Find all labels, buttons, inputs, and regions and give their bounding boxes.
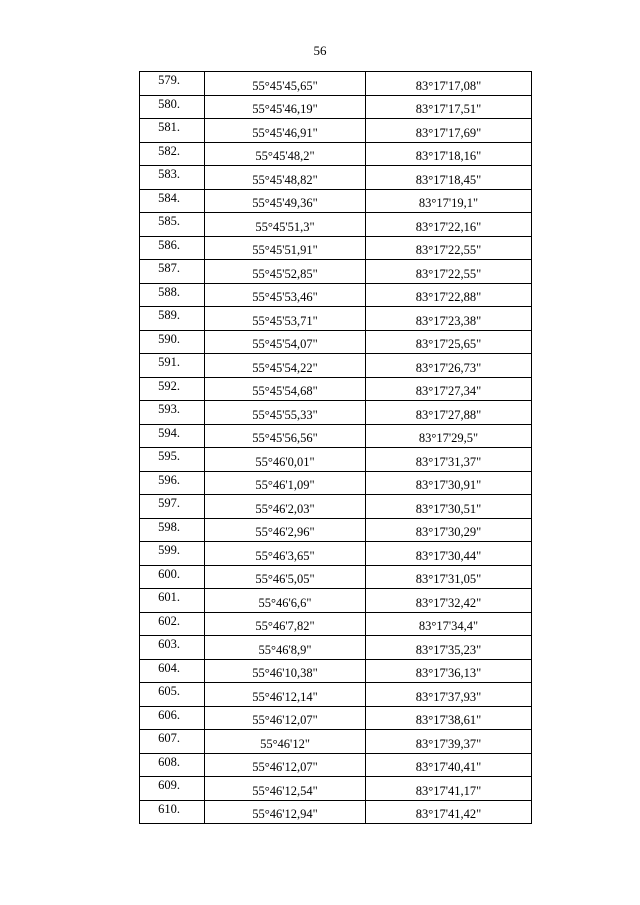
longitude-cell: 83°17'34,4"	[366, 612, 532, 636]
latitude-cell: 55°46'5,05"	[205, 565, 366, 589]
latitude-cell: 55°45'55,33"	[205, 401, 366, 425]
longitude-cell: 83°17'29,5"	[366, 424, 532, 448]
point-number-cell: 599.	[140, 542, 205, 566]
table-row	[140, 706, 532, 730]
latitude-cell: 55°46'2,03"	[205, 495, 366, 519]
latitude-cell: 55°46'12"	[205, 730, 366, 754]
table-row	[140, 142, 532, 166]
latitude-cell: 55°45'54,22"	[205, 354, 366, 378]
point-number-cell: 588.	[140, 283, 205, 307]
table-row	[140, 730, 532, 754]
point-number-cell: 600.	[140, 565, 205, 589]
point-number-cell: 585.	[140, 213, 205, 237]
latitude-cell: 55°46'6,6"	[205, 589, 366, 613]
longitude-cell: 83°17'27,34"	[366, 377, 532, 401]
longitude-cell: 83°17'41,17"	[366, 777, 532, 801]
latitude-cell: 55°46'12,94"	[205, 800, 366, 824]
longitude-cell: 83°17'30,44"	[366, 542, 532, 566]
table-row	[140, 565, 532, 589]
point-number-cell: 584.	[140, 189, 205, 213]
point-number-cell: 603.	[140, 636, 205, 660]
coordinates-table	[139, 71, 532, 824]
longitude-cell: 83°17'31,05"	[366, 565, 532, 589]
longitude-cell: 83°17'38,61"	[366, 706, 532, 730]
point-number-cell: 595.	[140, 448, 205, 472]
table-row	[140, 636, 532, 660]
point-number-cell: 604.	[140, 659, 205, 683]
longitude-cell: 83°17'37,93"	[366, 683, 532, 707]
point-number-cell: 598.	[140, 518, 205, 542]
point-number-cell: 597.	[140, 495, 205, 519]
table-row	[140, 471, 532, 495]
latitude-cell: 55°45'46,91"	[205, 119, 366, 143]
point-number-cell: 609.	[140, 777, 205, 801]
longitude-cell: 83°17'30,51"	[366, 495, 532, 519]
longitude-cell: 83°17'17,51"	[366, 95, 532, 119]
point-number-cell: 587.	[140, 260, 205, 284]
latitude-cell: 55°45'45,65"	[205, 72, 366, 96]
table-row	[140, 213, 532, 237]
table-row	[140, 307, 532, 331]
latitude-cell: 55°45'51,3"	[205, 213, 366, 237]
table-row	[140, 260, 532, 284]
longitude-cell: 83°17'27,88"	[366, 401, 532, 425]
point-number-cell: 594.	[140, 424, 205, 448]
latitude-cell: 55°46'0,01"	[205, 448, 366, 472]
longitude-cell: 83°17'23,38"	[366, 307, 532, 331]
longitude-cell: 83°17'22,88"	[366, 283, 532, 307]
point-number-cell: 596.	[140, 471, 205, 495]
table-row	[140, 424, 532, 448]
latitude-cell: 55°46'7,82"	[205, 612, 366, 636]
latitude-cell: 55°46'1,09"	[205, 471, 366, 495]
point-number-cell: 580.	[140, 95, 205, 119]
latitude-cell: 55°46'12,07"	[205, 753, 366, 777]
longitude-cell: 83°17'19,1"	[366, 189, 532, 213]
point-number-cell: 602.	[140, 612, 205, 636]
latitude-cell: 55°46'8,9"	[205, 636, 366, 660]
longitude-cell: 83°17'31,37"	[366, 448, 532, 472]
latitude-cell: 55°45'53,71"	[205, 307, 366, 331]
point-number-cell: 610.	[140, 800, 205, 824]
latitude-cell: 55°45'49,36"	[205, 189, 366, 213]
latitude-cell: 55°46'10,38"	[205, 659, 366, 683]
table-row	[140, 777, 532, 801]
table-row	[140, 589, 532, 613]
table-row	[140, 236, 532, 260]
point-number-cell: 582.	[140, 142, 205, 166]
latitude-cell: 55°45'48,2"	[205, 142, 366, 166]
table-row	[140, 189, 532, 213]
latitude-cell: 55°45'54,68"	[205, 377, 366, 401]
latitude-cell: 55°46'12,54"	[205, 777, 366, 801]
latitude-cell: 55°46'12,14"	[205, 683, 366, 707]
table-row	[140, 518, 532, 542]
page-number: 56	[313, 43, 327, 58]
point-number-cell: 590.	[140, 330, 205, 354]
table-row	[140, 354, 532, 378]
table-row	[140, 377, 532, 401]
longitude-cell: 83°17'32,42"	[366, 589, 532, 613]
longitude-cell: 83°17'17,08"	[366, 72, 532, 96]
longitude-cell: 83°17'30,29"	[366, 518, 532, 542]
latitude-cell: 55°45'56,56"	[205, 424, 366, 448]
point-number-cell: 593.	[140, 401, 205, 425]
latitude-cell: 55°45'53,46"	[205, 283, 366, 307]
latitude-cell: 55°46'3,65"	[205, 542, 366, 566]
longitude-cell: 83°17'39,37"	[366, 730, 532, 754]
table-row	[140, 542, 532, 566]
longitude-cell: 83°17'25,65"	[366, 330, 532, 354]
coordinates-table-body	[140, 72, 532, 824]
table-row	[140, 495, 532, 519]
latitude-cell: 55°46'2,96"	[205, 518, 366, 542]
latitude-cell: 55°45'54,07"	[205, 330, 366, 354]
longitude-cell: 83°17'41,42"	[366, 800, 532, 824]
table-row	[140, 119, 532, 143]
point-number-cell: 608.	[140, 753, 205, 777]
longitude-cell: 83°17'26,73"	[366, 354, 532, 378]
longitude-cell: 83°17'22,55"	[366, 260, 532, 284]
point-number-cell: 605.	[140, 683, 205, 707]
longitude-cell: 83°17'35,23"	[366, 636, 532, 660]
point-number-cell: 601.	[140, 589, 205, 613]
table-row	[140, 166, 532, 190]
table-row	[140, 612, 532, 636]
longitude-cell: 83°17'18,16"	[366, 142, 532, 166]
table-row	[140, 659, 532, 683]
latitude-cell: 55°45'51,91"	[205, 236, 366, 260]
table-row	[140, 753, 532, 777]
longitude-cell: 83°17'18,45"	[366, 166, 532, 190]
table-row	[140, 683, 532, 707]
longitude-cell: 83°17'17,69"	[366, 119, 532, 143]
point-number-cell: 592.	[140, 377, 205, 401]
table-row	[140, 448, 532, 472]
point-number-cell: 589.	[140, 307, 205, 331]
table-row	[140, 800, 532, 824]
table-row	[140, 72, 532, 96]
longitude-cell: 83°17'22,16"	[366, 213, 532, 237]
table-row	[140, 283, 532, 307]
longitude-cell: 83°17'30,91"	[366, 471, 532, 495]
point-number-cell: 606.	[140, 706, 205, 730]
latitude-cell: 55°46'12,07"	[205, 706, 366, 730]
point-number-cell: 586.	[140, 236, 205, 260]
latitude-cell: 55°45'52,85"	[205, 260, 366, 284]
longitude-cell: 83°17'40,41"	[366, 753, 532, 777]
table-row	[140, 95, 532, 119]
table-row	[140, 330, 532, 354]
longitude-cell: 83°17'36,13"	[366, 659, 532, 683]
table-row	[140, 401, 532, 425]
point-number-cell: 579.	[140, 72, 205, 96]
latitude-cell: 55°45'48,82"	[205, 166, 366, 190]
point-number-cell: 581.	[140, 119, 205, 143]
latitude-cell: 55°45'46,19"	[205, 95, 366, 119]
point-number-cell: 583.	[140, 166, 205, 190]
point-number-cell: 607.	[140, 730, 205, 754]
longitude-cell: 83°17'22,55"	[366, 236, 532, 260]
point-number-cell: 591.	[140, 354, 205, 378]
